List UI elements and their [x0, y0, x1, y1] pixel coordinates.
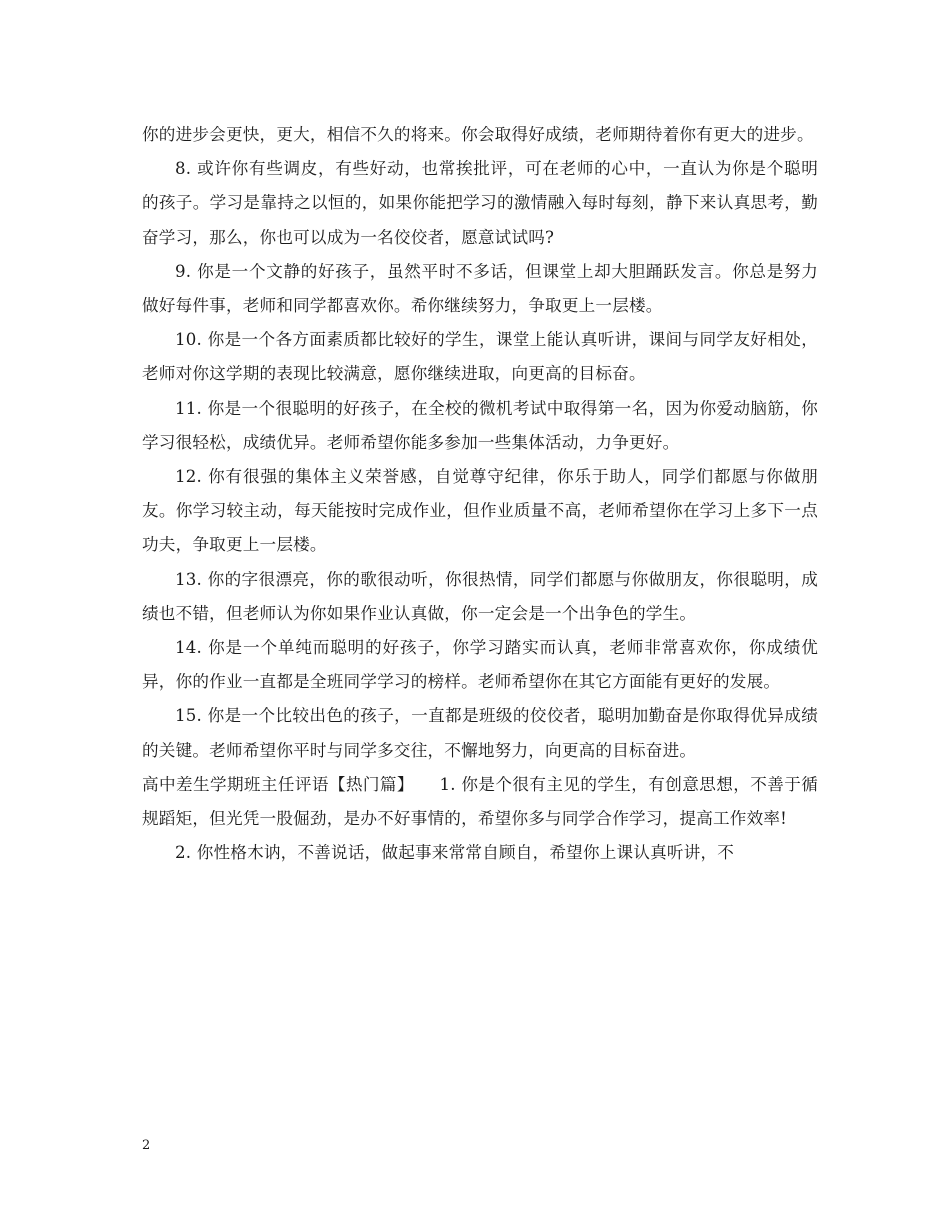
paragraph: 8. 或许你有些调皮，有些好动，也常挨批评，可在老师的心中，一直认为你是个聪明的孩子。学习是靠持之以恒的，如果你能把学习的激情融入每时每刻，静下来认真思考，勤奋学习，那么，你也可以成为一名佼佼者，愿意试试吗?: [142, 159, 818, 247]
paragraph: 10. 你是一个各方面素质都比较好的学生，课堂上能认真听讲，课间与同学友好相处，老师对你这学期的表现比较满意，愿你继续进取，向更高的目标奋。: [142, 330, 818, 384]
paragraph: 9. 你是一个文静的好孩子，虽然平时不多话，但课堂上却大胆踊跃发言。你总是努力做好每件事，老师和同学都喜欢你。希你继续努力，争取更上一层楼。: [142, 261, 818, 316]
paragraph: 13. 你的字很漂亮，你的歌很动听，你很热情，同学们都愿与你做朋友，你很聪明，成绩也不错，但老师认为你如果作业认真做，你一定会是一个出争色的学生。: [142, 569, 818, 623]
paragraph: 11. 你是一个很聪明的好孩子，在全校的微机考试中取得第一名，因为你爱动脑筋，你学习很轻松，成绩优异。老师希望你能多参加一些集体活动，力争更好。: [142, 398, 818, 452]
paragraph: 你的进步会更快，更大，相信不久的将来。你会取得好成绩，老师期待着你有更大的进步。: [142, 125, 814, 144]
document-body: [142, 118, 818, 870]
page-number: 2: [142, 1138, 151, 1153]
paragraph: 12. 你有很强的集体主义荣誉感，自觉尊守纪律，你乐于助人，同学们都愿与你做朋友。你学习较主动，每天能按时完成作业，但作业质量不高，老师希望你在学习上多下一点功夫，争取更上一层楼。: [142, 467, 818, 555]
paragraph: 14. 你是一个单纯而聪明的好孩子，你学习踏实而认真，老师非常喜欢你，你成绩优异，你的作业一直都是全班同学学习的榜样。老师希望你在其它方面能有更好的发展。: [142, 638, 818, 692]
paragraph: 15. 你是一个比较出色的孩子，一直都是班级的佼佼者，聪明加勤奋是你取得优异成绩的关键。老师希望你平时与同学多交往，不懈地努力，向更高的目标奋进。: [142, 706, 818, 760]
section-heading-paragraph: 高中差生学期班主任评语【热门篇】 1. 你是个很有主见的学生，有创意思想，不善于循规蹈矩，但光凭一股倔劲，是办不好事情的，希望你多与同学合作学习，提高工作效率!: [142, 774, 818, 829]
paragraph: 2. 你性格木讷，不善说话，做起事来常常自顾自，希望你上课认真听讲，不: [175, 843, 735, 863]
